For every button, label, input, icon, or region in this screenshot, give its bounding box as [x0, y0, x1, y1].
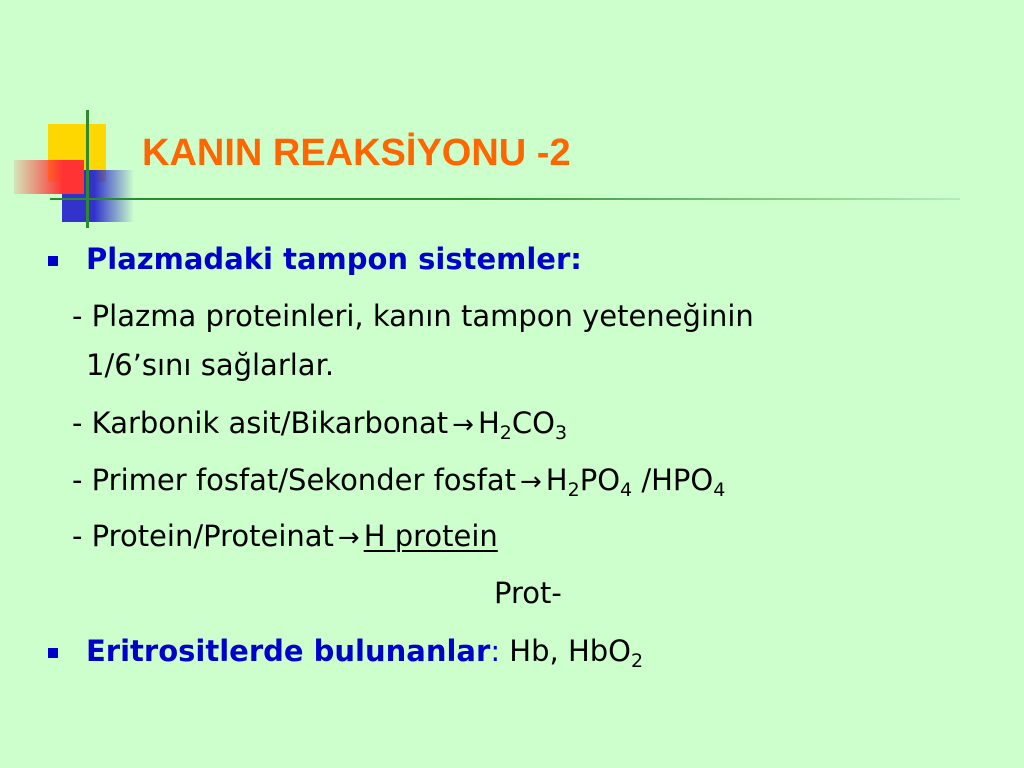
line-phosphate — [72, 462, 725, 500]
formula-hpo: /HPO — [632, 463, 714, 497]
logo-red-bar — [14, 160, 84, 194]
fraction-numerator: H protein — [363, 519, 498, 553]
hb-value: Hb, HbO — [500, 634, 632, 668]
bullet-marker — [48, 256, 58, 266]
formula-co: CO — [511, 406, 555, 440]
arrow-icon: → — [452, 410, 474, 440]
line-plasma-proteins: - Plazma proteinleri, kanın tampon yeteneğinin — [72, 299, 754, 333]
arrow-icon: → — [337, 523, 360, 553]
line-protein — [72, 518, 498, 556]
formula-sub: 3 — [554, 422, 568, 444]
bullet-heading-erythrocytes: Eritrositlerde bulunanlar — [86, 634, 491, 668]
formula-sub: 4 — [713, 479, 726, 501]
title-underline — [50, 198, 960, 200]
formula-po: PO — [579, 463, 621, 497]
formula-h: H — [545, 463, 568, 497]
line-carbonic — [72, 405, 567, 443]
bullet-marker — [48, 648, 58, 658]
phosphate-label: - Primer fosfat/Sekonder fosfat — [72, 463, 516, 497]
heading-colon: : — [490, 634, 501, 668]
formula-sub: 2 — [631, 650, 644, 672]
slide-title: KANIN REAKSİYONU -2 — [142, 132, 571, 174]
formula-sub: 2 — [499, 422, 512, 444]
logo-vertical-line — [86, 110, 89, 228]
bullet-heading-plasma: Plazmadaki tampon sistemler: — [86, 242, 582, 276]
carbonic-label: - Karbonik asit/Bikarbonat — [72, 406, 449, 440]
bullet-erythrocytes — [86, 633, 644, 672]
protein-label: - Protein/Proteinat — [72, 519, 334, 553]
formula-sub: 2 — [567, 479, 580, 501]
formula-sub: 4 — [620, 479, 633, 501]
fraction-denominator: Prot- — [494, 576, 562, 610]
arrow-icon: → — [520, 467, 542, 497]
formula-h: H — [477, 406, 500, 440]
line-plasma-proteins-cont: 1/6’sını sağlarlar. — [86, 348, 335, 382]
